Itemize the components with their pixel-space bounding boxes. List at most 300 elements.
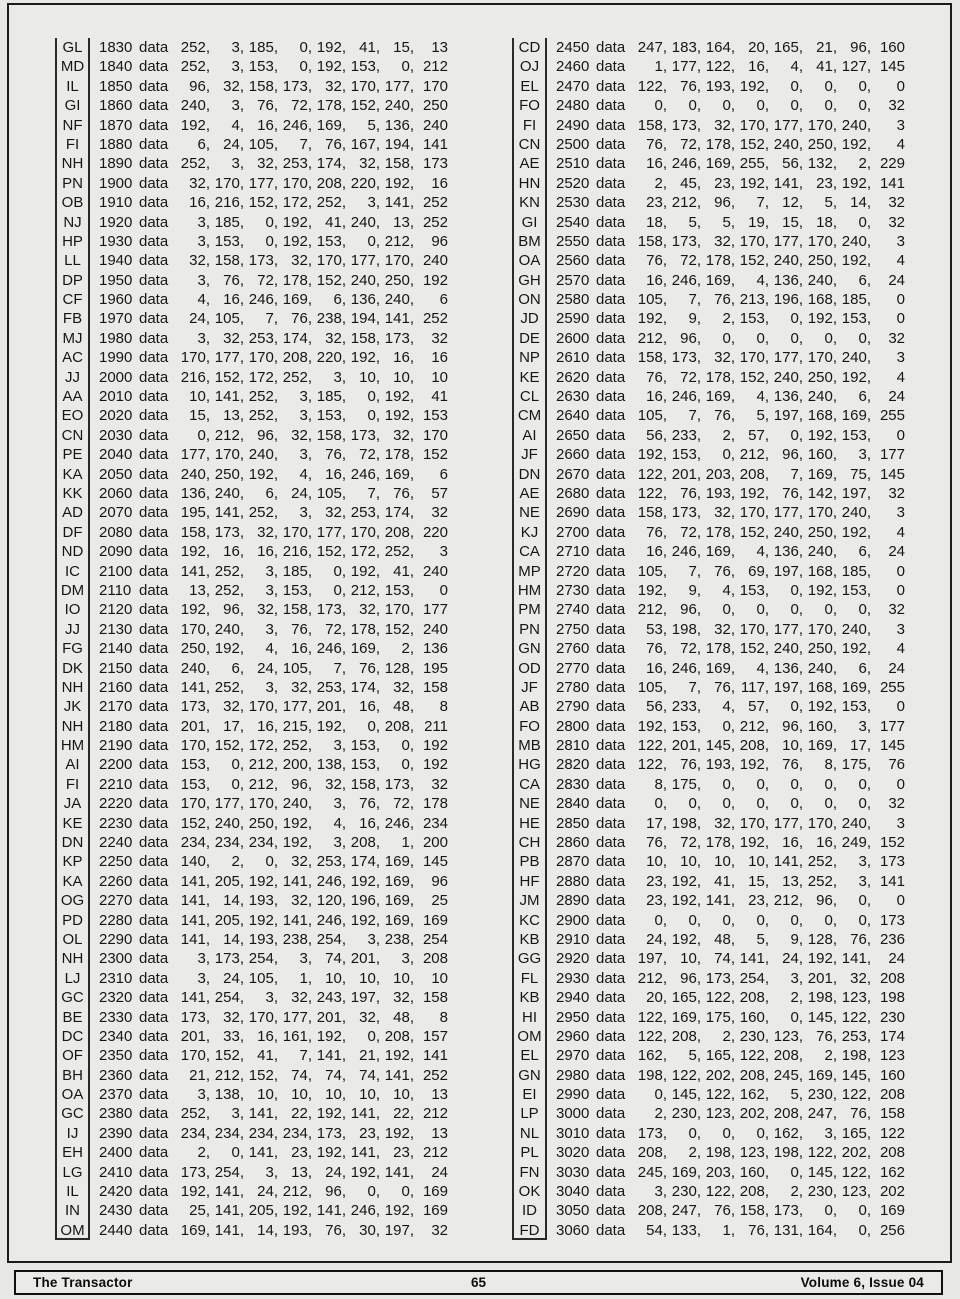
data-value: 212, [384,232,414,250]
checksum-code: GN [512,1066,547,1085]
line-number: 2250 [99,853,133,871]
listing-row [512,116,905,135]
data-value: 234, [214,1124,244,1142]
data-value: 32 [888,194,905,212]
line-number: 2820 [556,756,590,774]
basic-keyword: data [139,1008,169,1026]
data-value: 158, [637,504,667,522]
checksum-code: FN [512,1163,547,1182]
data-value: 76, [782,484,803,502]
data-value: 0, [790,1008,803,1026]
data-value: 96, [680,969,701,987]
checksum-code: NJ [55,213,90,232]
data-value: 197, [841,484,871,502]
data-value: 192, [841,368,871,386]
listing-row [55,329,448,348]
data-value: 10, [359,368,380,386]
listing-row [512,852,905,871]
data-value: 4, [722,698,735,716]
listing-row [512,57,905,76]
data-value: 24 [431,1163,448,1181]
checksum-code: NE [512,794,547,813]
data-value: 15, [748,872,769,890]
data-value: 252, [180,1105,210,1123]
data-value: 3 [896,504,905,522]
data-value: 247, [637,39,667,56]
line-number: 2150 [99,659,133,677]
data-value: 4, [756,388,769,406]
data-value: 136, [180,484,210,502]
checksum-code: PB [512,852,547,871]
data-value: 45, [680,174,701,192]
data-value: 16, [257,116,278,134]
data-value: 246, [671,659,701,677]
data-value: 2, [790,989,803,1007]
data-value: 0, [688,1124,701,1142]
data-value: 170, [739,620,769,638]
data-value: 76, [359,795,380,813]
basic-keyword: data [139,291,169,309]
data-value: 169, [705,155,735,173]
page-number: 65 [470,1275,487,1290]
data-value: 178 [422,795,448,813]
data-value: 252 [422,310,448,328]
data-value: 256 [879,1221,905,1239]
checksum-code: DM [55,581,90,600]
data-value: 10, [782,737,803,755]
data-value: 177, [214,349,244,367]
data-value: 23, [291,1144,312,1162]
listing-row [55,1085,448,1104]
data-value: 158, [350,329,380,347]
data-value: 246, [671,543,701,561]
data-value: 6, [858,388,871,406]
basic-keyword: data [139,853,169,871]
data-value: 236 [879,930,905,948]
line-number: 2540 [556,213,590,231]
data-value: 8 [439,1008,448,1026]
basic-keyword: data [596,717,626,735]
listing-row [512,872,905,891]
data-value: 128, [384,659,414,677]
data-value: 20, [646,989,667,1007]
data-value: 123, [739,1144,769,1162]
checksum-code: GH [512,271,547,290]
checksum-code: JD [512,309,547,328]
checksum-code: MB [512,736,547,755]
data-value: 192, [214,640,244,658]
basic-keyword: data [139,523,169,541]
basic-keyword: data [596,1202,626,1220]
data-value: 32, [714,620,735,638]
data-value: 122, [671,1066,701,1084]
line-number: 1970 [99,310,133,328]
line-number: 2850 [556,814,590,832]
data-value: 0, [858,1202,871,1220]
data-value: 32, [393,426,414,444]
data-value: 10, [257,1086,278,1104]
checksum-code: DE [512,329,547,348]
data-value: 246, [671,388,701,406]
line-number: 1930 [99,232,133,250]
data-value: 0, [858,97,871,115]
basic-keyword: data [139,116,169,134]
data-value: 157 [422,1027,448,1045]
data-value: 32, [223,77,244,95]
data-value: 145 [422,853,448,871]
data-value: 0, [265,213,278,231]
data-value: 170, [248,1008,278,1026]
line-number: 2650 [556,426,590,444]
data-value: 141, [214,1221,244,1239]
data-value: 7, [688,678,701,696]
checksum-code: PE [55,445,90,464]
data-value: 158, [214,252,244,270]
data-value: 173 [422,155,448,173]
data-value: 5, [756,407,769,425]
data-value: 177, [773,620,803,638]
data-value: 194, [384,135,414,153]
data-value: 105, [637,562,667,580]
basic-keyword: data [596,581,626,599]
data-value: 205, [214,911,244,929]
basic-keyword: data [139,1027,169,1045]
data-value: 169, [671,1008,701,1026]
data-value: 216, [214,194,244,212]
checksum-code: FO [512,96,547,115]
listing-row [512,38,905,57]
data-value: 240, [214,484,244,502]
listing-row [512,1201,905,1220]
data-value: 141, [316,1047,346,1065]
data-value: 170, [282,174,312,192]
data-value: 141, [384,194,414,212]
data-value: 3, [197,950,210,968]
data-value: 192, [637,581,667,599]
line-number: 2740 [556,601,590,619]
listing-row [512,891,905,910]
data-value: 192, [841,523,871,541]
line-number: 2730 [556,581,590,599]
data-value: 168, [807,407,837,425]
data-value: 56, [646,426,667,444]
data-value: 0, [858,77,871,95]
line-number: 2450 [556,39,590,56]
data-value: 15, [782,213,803,231]
data-value: 13, [291,1163,312,1181]
data-value: 2, [231,853,244,871]
data-value: 3, [197,213,210,231]
data-value: 177, [671,58,701,76]
data-value: 72, [680,834,701,852]
data-value: 76, [646,640,667,658]
data-value: 105, [214,310,244,328]
line-number: 1830 [99,39,133,56]
data-value: 198, [671,814,701,832]
checksum-code: CN [512,135,547,154]
data-value: 145 [879,58,905,76]
data-value: 234, [180,1124,210,1142]
data-value: 158, [384,155,414,173]
data-value: 192, [807,581,837,599]
basic-keyword: data [596,465,626,483]
data-value: 158, [282,601,312,619]
data-value: 198, [807,989,837,1007]
data-value: 250, [807,135,837,153]
checksum-code: AE [512,154,547,173]
basic-keyword: data [596,620,626,638]
data-value: 153, [316,407,346,425]
data-value: 253, [248,329,278,347]
data-value: 170, [739,504,769,522]
data-value: 250, [807,640,837,658]
basic-keyword: data [596,640,626,658]
data-value: 0, [231,756,244,774]
line-number: 2870 [556,853,590,871]
data-value: 230, [807,1086,837,1104]
data-value: 72, [680,523,701,541]
data-value: 7, [688,562,701,580]
data-value: 8, [824,756,837,774]
data-value: 54, [646,1221,667,1239]
line-number: 2550 [556,232,590,250]
listing-row [55,581,448,600]
data-value: 3, [858,853,871,871]
data-value: 173, [180,1008,210,1026]
data-value: 3, [858,872,871,890]
listing-row [512,1027,905,1046]
data-value: 169, [841,678,871,696]
data-value: 212, [739,446,769,464]
data-value: 122, [705,1086,735,1104]
data-value: 32, [714,349,735,367]
data-value: 158, [637,349,667,367]
data-value: 192, [248,465,278,483]
data-value: 152, [248,1066,278,1084]
data-value: 16, [257,717,278,735]
data-value: 0 [896,892,905,910]
basic-keyword: data [596,213,626,231]
data-value: 2, [722,426,735,444]
data-value: 192, [739,834,769,852]
basic-keyword: data [596,1144,626,1162]
data-value: 177, [773,814,803,832]
data-value: 240, [180,97,210,115]
data-value: 15, [393,39,414,56]
checksum-code: KC [512,911,547,930]
checksum-code: FL [512,969,547,988]
data-value: 127, [841,58,871,76]
listing-row [55,1008,448,1027]
data-value: 122, [705,989,735,1007]
data-value: 0 [439,581,448,599]
data-value: 192, [384,1047,414,1065]
data-value: 240, [841,116,871,134]
data-value: 3, [231,155,244,173]
data-value: 96 [431,872,448,890]
data-value: 123, [841,1183,871,1201]
data-value: 3 [896,232,905,250]
data-value: 170, [316,252,346,270]
data-value: 23, [646,194,667,212]
checksum-code: HP [55,232,90,251]
data-value: 0, [756,795,769,813]
basic-keyword: data [596,1066,626,1084]
checksum-code: KA [55,872,90,891]
data-value: 170, [350,77,380,95]
data-value: 173, [282,77,312,95]
data-value: 173, [316,1124,346,1142]
data-value: 160 [879,39,905,56]
data-value: 16, [782,834,803,852]
data-value: 74, [359,1066,380,1084]
checksum-code: EH [55,1143,90,1162]
data-value: 13, [189,581,210,599]
data-value: 240, [807,543,837,561]
data-value: 175, [705,1008,735,1026]
data-value: 169, [671,1163,701,1181]
data-value: 153, [841,581,871,599]
data-value: 252, [807,853,837,871]
data-value: 0, [790,775,803,793]
data-value: 141, [214,1183,244,1201]
data-value: 32, [714,232,735,250]
checksum-code: NE [512,503,547,522]
listing-row [512,77,905,96]
data-value: 216, [282,543,312,561]
basic-keyword: data [596,969,626,987]
line-number: 2370 [99,1086,133,1104]
checksum-code: GI [512,213,547,232]
checksum-code: IL [55,77,90,96]
data-value: 234, [214,834,244,852]
data-value: 76, [714,291,735,309]
data-value: 158, [180,523,210,541]
listing-row [55,620,448,639]
data-value: 3, [265,620,278,638]
checksum-code: PD [55,911,90,930]
data-value: 220, [316,349,346,367]
data-value: 0, [401,1183,414,1201]
data-value: 178, [705,523,735,541]
checksum-code: GC [55,988,90,1007]
data-value: 192, [350,872,380,890]
data-value: 3, [333,368,346,386]
data-value: 208, [637,1144,667,1162]
basic-keyword: data [139,659,169,677]
listing-row [55,154,448,173]
data-value: 165, [671,989,701,1007]
data-value: 145, [807,1008,837,1026]
data-value: 240, [807,271,837,289]
data-value: 192, [180,116,210,134]
data-value: 4 [896,252,905,270]
line-number: 2470 [556,77,590,95]
data-value: 212, [637,969,667,987]
data-value: 57, [748,698,769,716]
data-value: 122, [637,484,667,502]
listing-row [55,600,448,619]
listing-row [512,484,905,503]
data-value: 193, [705,77,735,95]
data-value: 252, [214,581,244,599]
line-number: 2220 [99,795,133,813]
checksum-code: OM [55,1221,90,1240]
line-number: 2120 [99,601,133,619]
data-value: 7, [299,1047,312,1065]
listing-row [55,426,448,445]
data-value: 169, [282,291,312,309]
listing-row [512,309,905,328]
data-value: 170, [248,795,278,813]
data-value: 170, [807,504,837,522]
data-value: 240, [773,523,803,541]
data-value: 253, [350,504,380,522]
data-value: 170, [807,116,837,134]
data-value: 141, [180,872,210,890]
listing-row [55,1201,448,1220]
line-number: 2030 [99,426,133,444]
line-number: 2620 [556,368,590,386]
checksum-code: DN [55,833,90,852]
data-value: 164, [807,1221,837,1239]
listing-row [55,833,448,852]
data-value: 74, [291,1066,312,1084]
line-number: 2780 [556,678,590,696]
line-number: 2290 [99,930,133,948]
data-value: 252, [214,562,244,580]
data-value: 142, [807,484,837,502]
data-value: 3, [333,795,346,813]
data-value: 12, [782,194,803,212]
listing-column-left [55,38,448,1240]
basic-keyword: data [596,368,626,386]
data-value: 3, [197,232,210,250]
data-value: 170, [214,174,244,192]
data-value: 21, [359,1047,380,1065]
checksum-code: JF [512,678,547,697]
data-value: 216, [180,368,210,386]
basic-keyword: data [139,329,169,347]
basic-keyword: data [596,659,626,677]
line-number: 2020 [99,407,133,425]
line-number: 2800 [556,717,590,735]
listing-row [512,523,905,542]
data-value: 250, [214,465,244,483]
checksum-code: OG [55,891,90,910]
data-value: 192, [180,601,210,619]
data-value: 0, [824,601,837,619]
line-number: 1860 [99,97,133,115]
data-value: 23, [359,1124,380,1142]
data-value: 24, [189,310,210,328]
data-value: 0, [722,329,735,347]
line-number: 2230 [99,814,133,832]
data-value: 141, [384,1163,414,1181]
data-value: 0, [790,911,803,929]
data-value: 4, [790,58,803,76]
data-value: 170, [384,601,414,619]
data-value: 158, [637,232,667,250]
data-value: 250, [180,640,210,658]
data-value: 122, [739,1047,769,1065]
data-value: 16, [359,698,380,716]
checksum-code: HF [512,872,547,891]
data-value: 4, [197,291,210,309]
data-value: 170, [739,116,769,134]
line-number: 2890 [556,892,590,910]
data-value: 192, [637,717,667,735]
